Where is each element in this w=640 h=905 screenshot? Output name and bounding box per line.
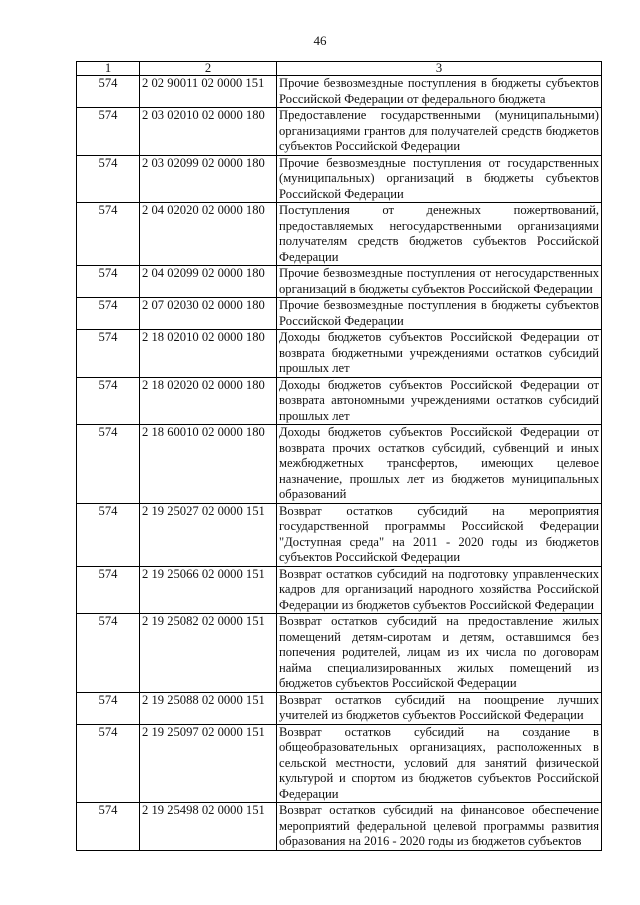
- row-description: Прочие безвозмездные поступления от государственных (муниципальных) организаций в бюджеты субъектов Российской Федерации: [277, 155, 602, 203]
- column-header-1: 1: [77, 62, 140, 76]
- row-description: Возврат остатков субсидий на предоставление жилых помещений детям-сиротам и детям, оставшимся без попечения родителей, лицам из их числа по договорам найма специализированных жилых помещений из бюджетов субъектов Российской Федерации: [277, 614, 602, 693]
- row-budget-code: 2 07 02030 02 0000 180: [140, 298, 277, 330]
- row-admin-code: 574: [77, 377, 140, 425]
- table-row: [77, 724, 602, 803]
- row-budget-code: 2 19 25097 02 0000 151: [140, 724, 277, 803]
- row-budget-code: 2 02 90011 02 0000 151: [140, 76, 277, 108]
- row-budget-code: 2 19 25066 02 0000 151: [140, 566, 277, 614]
- table-header-row: [77, 62, 602, 76]
- table-row: [77, 803, 602, 851]
- row-budget-code: 2 19 25082 02 0000 151: [140, 614, 277, 693]
- row-admin-code: 574: [77, 155, 140, 203]
- row-budget-code: 2 18 02020 02 0000 180: [140, 377, 277, 425]
- row-budget-code: 2 03 02099 02 0000 180: [140, 155, 277, 203]
- row-description: Поступления от денежных пожертвований, предоставляемых негосударственными организациями получателям средств бюджетов субъектов Российской Федерации: [277, 203, 602, 266]
- row-admin-code: 574: [77, 614, 140, 693]
- row-admin-code: 574: [77, 76, 140, 108]
- table-row: [77, 76, 602, 108]
- row-budget-code: 2 19 25027 02 0000 151: [140, 503, 277, 566]
- row-admin-code: 574: [77, 266, 140, 298]
- row-admin-code: 574: [77, 724, 140, 803]
- row-admin-code: 574: [77, 692, 140, 724]
- row-description: Прочие безвозмездные поступления в бюджеты субъектов Российской Федерации от федерального бюджета: [277, 76, 602, 108]
- table-row: [77, 614, 602, 693]
- page-number: 46: [313, 33, 327, 48]
- column-header-2: 2: [140, 62, 277, 76]
- table-row: [77, 330, 602, 378]
- row-description: Предоставление государственными (муниципальными) организациями грантов для получателей средств бюджетов субъектов Российской Федерации: [277, 108, 602, 156]
- row-description: Доходы бюджетов субъектов Российской Федерации от возврата бюджетными учреждениями остатков субсидий прошлых лет: [277, 330, 602, 378]
- row-admin-code: 574: [77, 803, 140, 851]
- row-description: Возврат остатков субсидий на мероприятия государственной программы Российской Федерации "Доступная среда" на 2011 - 2020 годы из бюджетов субъектов Российской Федерации: [277, 503, 602, 566]
- row-description: Доходы бюджетов субъектов Российской Федерации от возврата прочих остатков субсидий, субвенций и иных межбюджетных трансфертов, имеющих целевое назначение, прошлых лет из бюджетов муниципальных образований: [277, 425, 602, 504]
- row-admin-code: 574: [77, 298, 140, 330]
- row-description: Прочие безвозмездные поступления в бюджеты субъектов Российской Федерации: [277, 298, 602, 330]
- table-row: [77, 425, 602, 504]
- row-budget-code: 2 18 02010 02 0000 180: [140, 330, 277, 378]
- table-body: [77, 76, 602, 851]
- column-header-3: 3: [277, 62, 602, 76]
- row-admin-code: 574: [77, 566, 140, 614]
- row-description: Возврат остатков субсидий на создание в общеобразовательных организациях, расположенных в сельской местности, условий для занятий физической культурой и спортом из бюджетов субъектов Российской Федерации: [277, 724, 602, 803]
- row-admin-code: 574: [77, 503, 140, 566]
- table-row: [77, 298, 602, 330]
- row-budget-code: 2 19 25088 02 0000 151: [140, 692, 277, 724]
- table-row: [77, 692, 602, 724]
- table-row: [77, 377, 602, 425]
- revenue-codes-table: [76, 61, 602, 851]
- row-budget-code: 2 04 02099 02 0000 180: [140, 266, 277, 298]
- row-description: Возврат остатков субсидий на подготовку управленческих кадров для организаций народного хозяйства Российской Федерации из бюджетов субъектов Российской Федерации: [277, 566, 602, 614]
- row-budget-code: 2 18 60010 02 0000 180: [140, 425, 277, 504]
- row-budget-code: 2 03 02010 02 0000 180: [140, 108, 277, 156]
- row-description: Возврат остатков субсидий на финансовое обеспечение мероприятий федеральной целевой программы развития образования на 2016 - 2020 годы из бюджетов субъектов: [277, 803, 602, 851]
- row-admin-code: 574: [77, 203, 140, 266]
- row-admin-code: 574: [77, 425, 140, 504]
- table-row: [77, 266, 602, 298]
- table-row: [77, 155, 602, 203]
- row-admin-code: 574: [77, 108, 140, 156]
- row-description: Возврат остатков субсидий на поощрение лучших учителей из бюджетов субъектов Российской Федерации: [277, 692, 602, 724]
- row-budget-code: 2 04 02020 02 0000 180: [140, 203, 277, 266]
- row-admin-code: 574: [77, 330, 140, 378]
- table-row: [77, 203, 602, 266]
- table-row: [77, 108, 602, 156]
- row-description: Прочие безвозмездные поступления от негосударственных организаций в бюджеты субъектов Российской Федерации: [277, 266, 602, 298]
- row-description: Доходы бюджетов субъектов Российской Федерации от возврата автономными учреждениями остатков субсидий прошлых лет: [277, 377, 602, 425]
- table-row: [77, 503, 602, 566]
- table-row: [77, 566, 602, 614]
- row-budget-code: 2 19 25498 02 0000 151: [140, 803, 277, 851]
